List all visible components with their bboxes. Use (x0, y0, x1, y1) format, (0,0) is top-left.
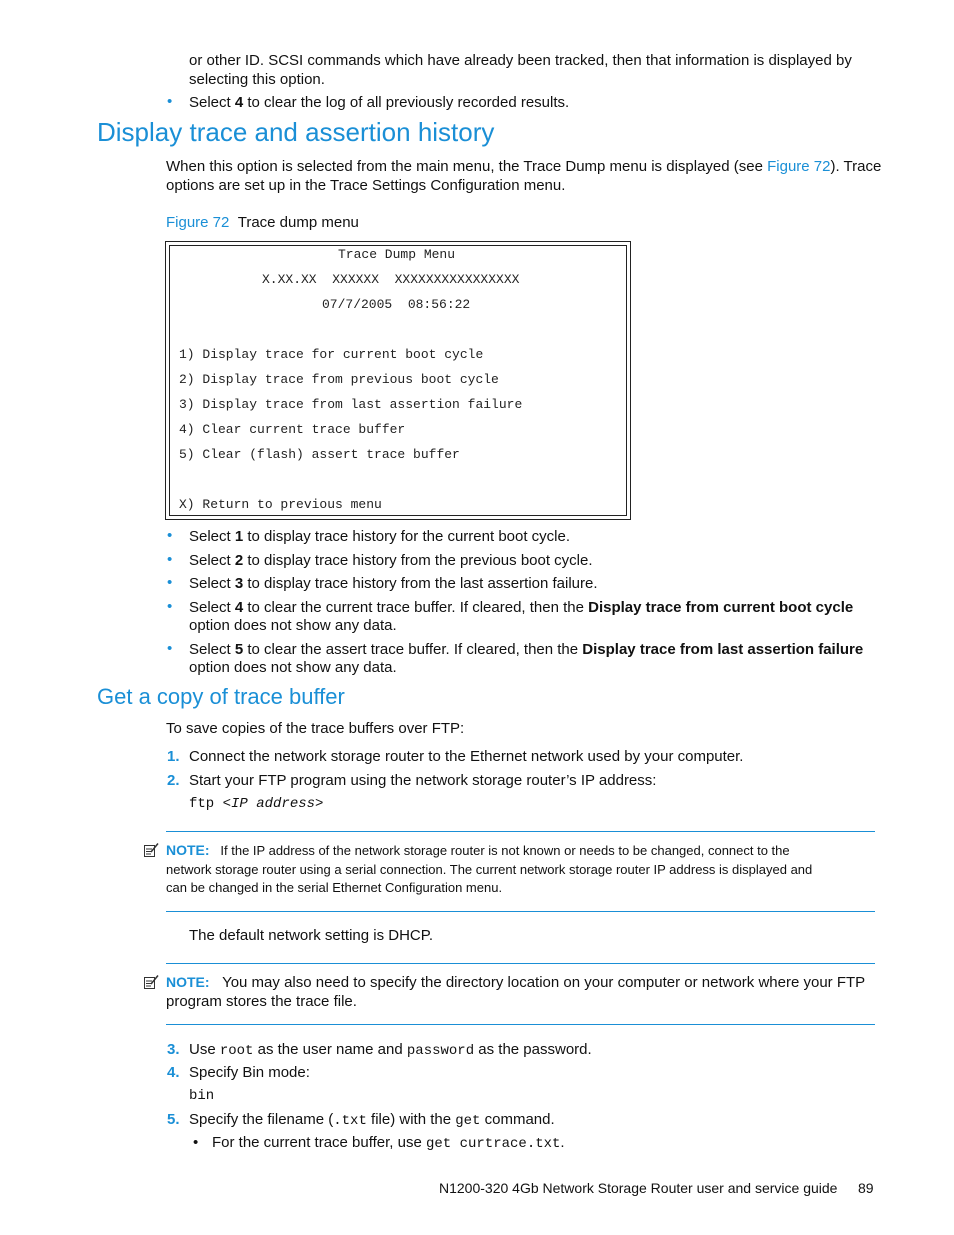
screen-menu-item: 5) Clear (flash) assert trace buffer (179, 447, 460, 462)
section2-intro: To save copies of the trace buffers over FTP: (166, 720, 465, 737)
default-setting-text: The default network setting is DHCP. (189, 927, 434, 944)
screen-menu-item: 3) Display trace from last assertion failure (179, 397, 523, 412)
note-pencil-icon (143, 842, 159, 858)
intro-line: selecting this option. (189, 71, 325, 88)
note-label: NOTE: (166, 974, 210, 990)
sub-bullet-icon: • (193, 1134, 199, 1151)
list-item-continuation: option does not show any data. (189, 659, 397, 676)
note-divider (166, 1024, 875, 1025)
note-line: network storage router using a serial connection. The current network storage router IP address is displayed and (166, 862, 813, 877)
bullet-icon: • (167, 640, 173, 657)
trace-dump-menu-screen (165, 241, 631, 520)
list-item: Select 1 to display trace history for the current boot cycle. (189, 528, 571, 545)
section-heading-display-trace: Display trace and assertion history (97, 117, 495, 147)
list-item: Select 2 to display trace history from the previous boot cycle. (189, 552, 593, 569)
note-divider (166, 963, 875, 964)
note-line: NOTE: If the IP address of the network storage router is not known or needs to be changed, connect to the (166, 842, 790, 858)
step-number: 5. (167, 1111, 180, 1128)
list-item-continuation: option does not show any data. (189, 617, 397, 634)
note-line: can be changed in the serial Ethernet Configuration menu. (166, 880, 503, 895)
page-number: 89 (858, 1180, 874, 1196)
bullet-icon: • (167, 527, 173, 544)
screen-menu-item: 4) Clear current trace buffer (179, 422, 406, 437)
note-divider (166, 911, 875, 912)
footer-title: N1200-320 4Gb Network Storage Router user and service guide (439, 1180, 838, 1196)
note-divider (166, 831, 875, 832)
step-text: Use root as the user name and password as the password. (189, 1041, 592, 1059)
intro-line: or other ID. SCSI commands which have already been tracked, then that information is displayed by (189, 52, 852, 69)
step-number: 1. (167, 748, 180, 765)
note-line: NOTE: You may also need to specify the directory location on your computer or network where your FTP (166, 974, 866, 991)
step-number: 4. (167, 1064, 180, 1081)
section1-paragraph: options are set up in the Trace Settings Configuration menu. (166, 177, 566, 194)
bullet-icon: • (167, 598, 173, 615)
step-text: Connect the network storage router to the Ethernet network used by your computer. (189, 748, 744, 765)
step-number: 2. (167, 772, 180, 789)
sub-list-item: For the current trace buffer, use get curtrace.txt. (212, 1134, 565, 1152)
ftp-command: ftp <IP address> (189, 796, 324, 812)
bullet-icon: • (167, 574, 173, 591)
list-item: Select 4 to clear the current trace buffer. If cleared, then the Display trace from current boot cycle (189, 599, 854, 616)
note-line: program stores the trace file. (166, 993, 357, 1010)
list-item: Select 5 to clear the assert trace buffer. If cleared, then the Display trace from last assertion failure (189, 641, 864, 658)
screen-return-item: X) Return to previous menu (179, 497, 382, 512)
screen-menu-item: 2) Display trace from previous boot cycle (179, 372, 499, 387)
figure-caption: Figure 72 Trace dump menu (166, 214, 359, 231)
step-text: Specify the filename (.txt file) with the get command. (189, 1111, 555, 1129)
screen-version: X.XX.XX XXXXXX XXXXXXXXXXXXXXXX (262, 272, 520, 287)
bin-command: bin (189, 1088, 215, 1104)
screen-datetime: 07/7/2005 08:56:22 (322, 297, 471, 312)
section1-paragraph: When this option is selected from the main menu, the Trace Dump menu is displayed (see Figure 72). Trace (166, 158, 882, 175)
bullet-icon: • (167, 551, 173, 568)
screen-menu-item: 1) Display trace for current boot cycle (179, 347, 484, 362)
section-heading-get-copy: Get a copy of trace buffer (97, 684, 345, 709)
figure-link[interactable]: Figure 72 (767, 158, 831, 175)
step-text: Specify Bin mode: (189, 1064, 310, 1081)
screen-title: Trace Dump Menu (338, 247, 456, 262)
note-label: NOTE: (166, 842, 210, 858)
list-item: Select 3 to display trace history from the last assertion failure. (189, 575, 598, 592)
note-pencil-icon (143, 974, 159, 990)
step-text: Start your FTP program using the network storage router’s IP address: (189, 772, 657, 789)
bullet-icon: • (167, 93, 173, 110)
step-number: 3. (167, 1041, 180, 1058)
intro-bullet: Select 4 to clear the log of all previously recorded results. (189, 94, 570, 111)
